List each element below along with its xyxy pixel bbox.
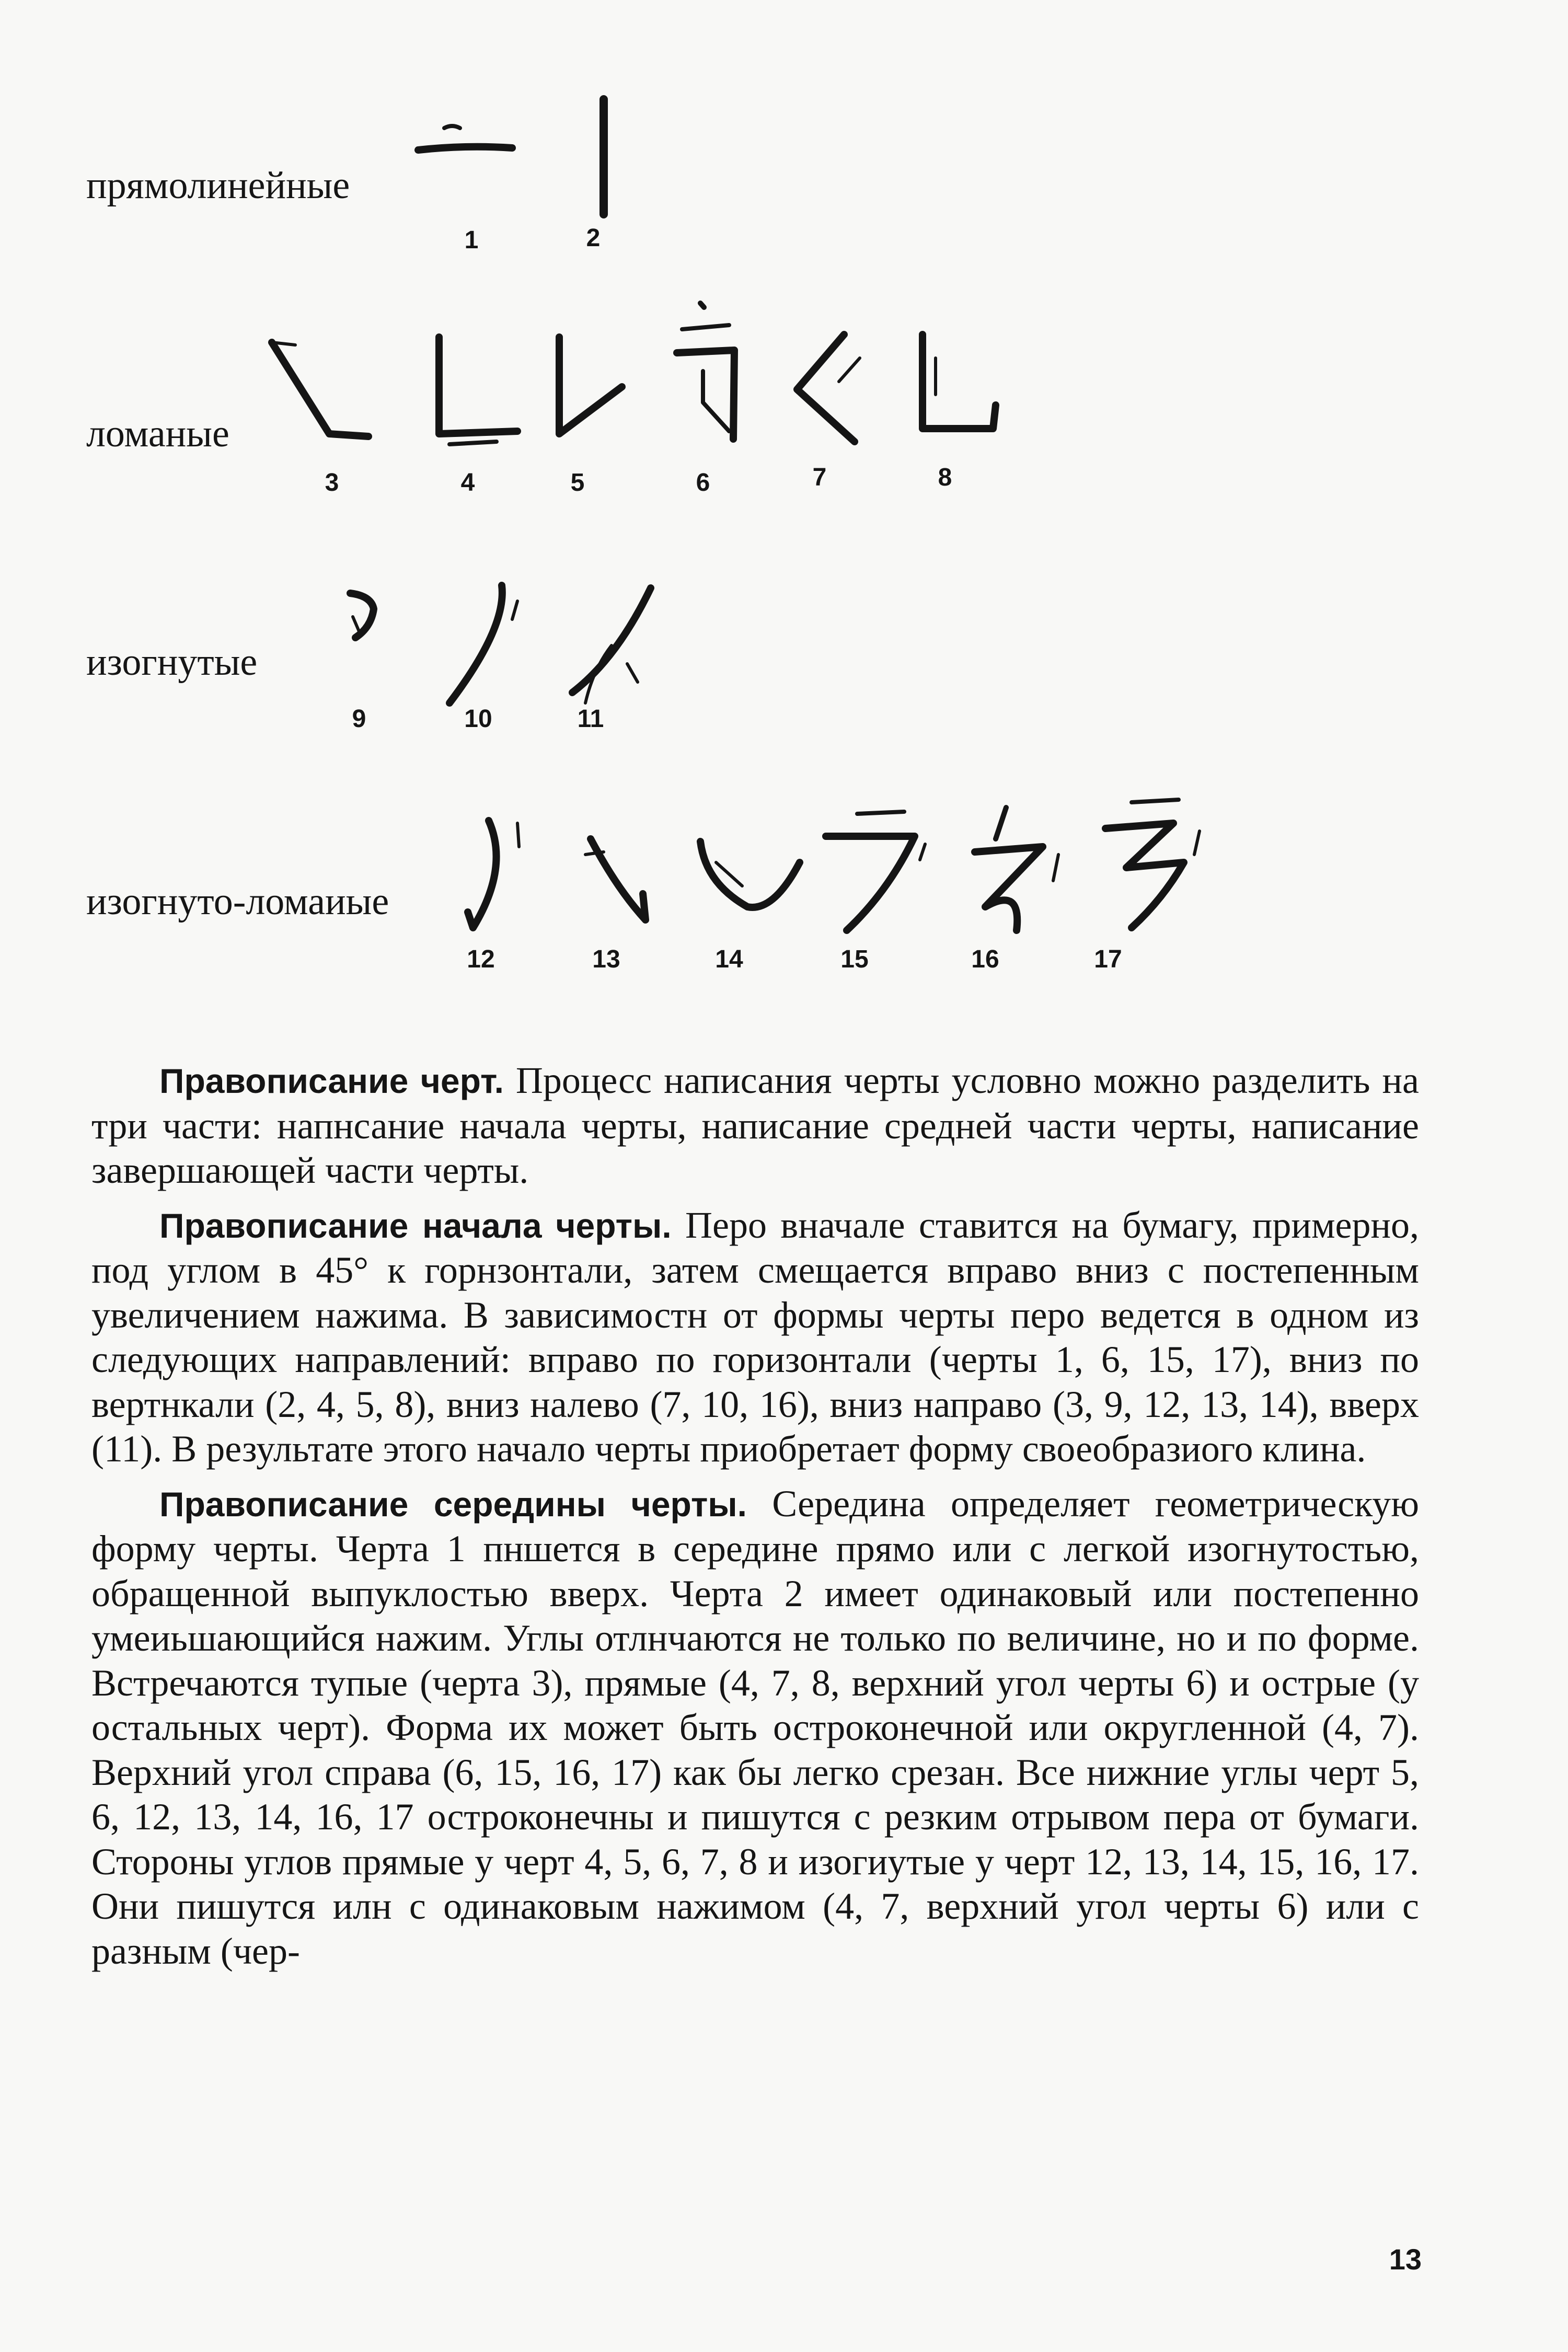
stroke-15-figure: [815, 808, 936, 938]
stroke-12-figure: [457, 815, 536, 936]
stroke-7-figure: [787, 327, 865, 449]
stroke-number-8: 8: [938, 464, 952, 491]
group-label-curved-broken: изогнуто-ломаиые: [86, 880, 389, 923]
stroke-number-2: 2: [586, 224, 601, 252]
paragraph-stroke-middle: [91, 1482, 1419, 1974]
group-label-curved: изогнутые: [86, 641, 258, 684]
stroke-number-11: 11: [577, 705, 604, 733]
stroke-number-12: 12: [467, 946, 495, 973]
stroke-number-7: 7: [812, 464, 827, 491]
paragraph-text: Перо вначале ставится на бумагу, примерно, под углом в 45° к горнзонтали, затем смещается вправо вниз с постепенным увеличением нажима. В зависимостн от формы черты перо ведется в одном из следующих направлений: вправо по горизонтали (черты 1, 6, 15, 17), вниз по вертнкали (2, 4, 5, 8), вниз налево (7, 10, 16), вниз направо (3, 9, 12, 13, 14), вверх (11). В результате этого начало черты приобретает форму своеобразиого клина.: [91, 1204, 1419, 1470]
stroke-number-14: 14: [715, 946, 743, 973]
stroke-number-16: 16: [971, 946, 999, 973]
stroke-14-figure: [685, 831, 810, 920]
stroke-3-figure: [264, 335, 374, 449]
paragraph-text: Процесс написания черты условно можно разделить на три части: напнсание начала черты, написание средней части черты, написание завершающей части черты.: [91, 1059, 1419, 1191]
page-number: 13: [1389, 2243, 1422, 2276]
stroke-1-figure: [413, 118, 517, 159]
stroke-number-1: 1: [464, 226, 479, 254]
paragraph-stroke-writing: [91, 1058, 1419, 1193]
stroke-number-5: 5: [570, 469, 585, 497]
stroke-2-figure: [588, 97, 619, 217]
stroke-number-6: 6: [696, 469, 710, 497]
stroke-13-figure: [580, 831, 659, 930]
paragraph-heading: Правописание середины черты.: [159, 1484, 747, 1524]
paragraph-heading: Правописание начала черты.: [159, 1206, 672, 1245]
stroke-4-figure: [418, 329, 523, 449]
stroke-8-figure: [904, 327, 1009, 449]
stroke-9-figure: [340, 585, 387, 648]
stroke-17-figure: [1095, 794, 1215, 936]
group-label-straight: прямолинейные: [86, 164, 350, 207]
stroke-10-figure: [429, 580, 528, 711]
group-label-broken: ломаные: [86, 412, 229, 455]
stroke-number-13: 13: [592, 946, 620, 973]
stroke-6-figure: [672, 298, 750, 449]
stroke-11-figure: [554, 580, 659, 711]
paragraph-text: Середина определяет геометрическую форму черты. Черта 1 пншется в середине прямо или с легкой изогнутостью, обращенной выпуклостью вверх. Черта 2 имеет одинаковый или постепенно умеиьшающийся нажим. Углы отлнчаются не только по величине, но и по форме. Встречаются тупые (черта 3), прямые (4, 7, 8, верхний угол черты 6) и острые (у остальных черт). Форма их может быть остроконечной или округленной (4, 7). Верхний угол справа (6, 15, 16, 17) как бы легко срезан. Все нижние углы черт 5, 6, 12, 13, 14, 16, 17 остроконечны и пишутся с резким отрывом пера от бумаги. Стороны углов прямые у черт 4, 5, 6, 7, 8 и изогиутые у черт 12, 13, 14, 15, 16, 17. Они пишутся илн с одинаковым нажимом (4, 7, верхний угол черты 6) или с разным (чер-: [91, 1482, 1419, 1972]
stroke-number-10: 10: [464, 705, 492, 733]
paragraph-heading: Правописание черт.: [159, 1062, 504, 1100]
stroke-number-9: 9: [352, 705, 366, 733]
paragraph-stroke-start: [91, 1203, 1419, 1472]
stroke-16-figure: [954, 802, 1074, 938]
stroke-number-4: 4: [460, 469, 475, 497]
stroke-number-3: 3: [325, 469, 339, 497]
body-text: [91, 1058, 1419, 1984]
stroke-5-figure: [533, 329, 632, 449]
stroke-number-17: 17: [1094, 946, 1122, 973]
stroke-number-15: 15: [840, 946, 869, 973]
